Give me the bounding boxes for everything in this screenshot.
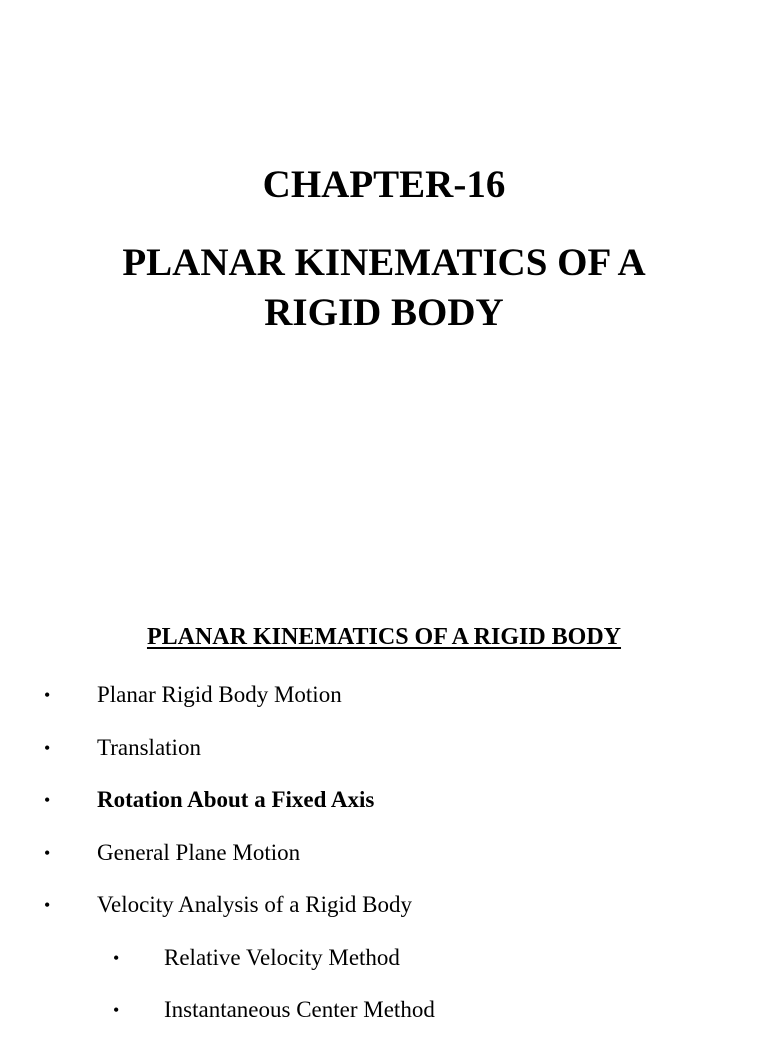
list-item-label: Velocity Analysis of a Rigid Body	[97, 892, 412, 917]
sub-list-item	[0, 993, 768, 1046]
outline-heading: PLANAR KINEMATICS OF A RIGID BODY	[146, 624, 622, 650]
chapter-title	[60, 238, 708, 338]
list-item-label: Rotation About a Fixed Axis	[97, 787, 375, 812]
bullet-icon: •	[44, 842, 51, 863]
outline-slide	[0, 576, 768, 1024]
sub-list-item	[0, 941, 768, 994]
list-item-label: General Plane Motion	[97, 839, 301, 865]
list-item-label: Instantaneous Center Method	[164, 997, 435, 1022]
list-item	[0, 731, 768, 784]
list-item-label: Planar Rigid Body Motion	[97, 682, 342, 707]
chapter-title-line-1: PLANAR KINEMATICS OF A	[122, 241, 646, 284]
bullet-icon: •	[113, 1000, 120, 1020]
chapter-number: CHAPTER-16	[262, 163, 506, 206]
list-item	[0, 678, 768, 731]
bullet-icon: •	[44, 895, 51, 915]
chapter-title-line-2: RIGID BODY	[264, 291, 504, 334]
bullet-icon: •	[113, 947, 120, 968]
list-item	[0, 836, 768, 889]
list-item-label: Translation	[97, 734, 201, 760]
list-item	[0, 888, 768, 941]
bullet-icon: •	[44, 790, 51, 810]
outline-list	[0, 678, 768, 1046]
bullet-icon: •	[44, 685, 51, 705]
bullet-icon: •	[44, 737, 51, 758]
list-item	[0, 783, 768, 836]
list-item-label: Relative Velocity Method	[164, 944, 400, 970]
